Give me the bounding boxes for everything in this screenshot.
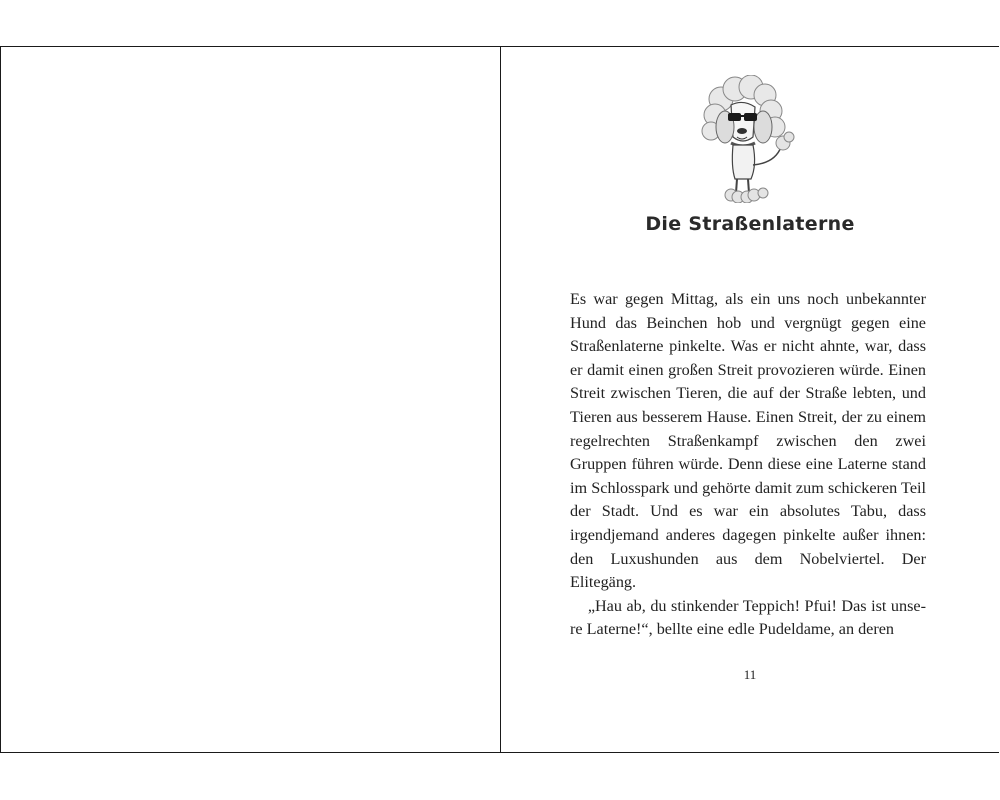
body-text: [570, 288, 926, 642]
page-number: 11: [743, 667, 757, 682]
right-page: [501, 47, 999, 752]
left-page: [1, 47, 501, 752]
book-spread: [0, 46, 999, 753]
paragraph: Es war gegen Mittag, als ein uns noch unbekannter Hund das Beinchen hob und vergnügt gegen eine Straßenlaterne pinkelte. Was er nicht ahnte, war, dass er damit einen großen Streit provozieren würde. Einen Streit zwischen Tieren, die auf der Straße lebten, und Tieren aus besserem Hause. Einen Streit, der zu einem regelrechten Straßenkampf zwischen den zwei Gruppen führen würde. Denn diese eine Laterne stand im Schlosspark und gehörte damit zum schickeren Teil der Stadt. Und es war ein absolutes Tabu, dass irgendjemand anderes dagegen pinkelte außer ihnen: den Luxushunden aus dem Nobelviertel. Der Elitegäng.: [570, 290, 926, 592]
chapter-title: Die Straßenlaterne: [645, 213, 855, 235]
poodle-with-sunglasses-icon: [691, 75, 811, 203]
paragraph: „Hau ab, du stinkender Teppich! Pfui! Das ist unsere Laterne!“, bellte eine edle Pudeldame, an deren: [570, 596, 926, 639]
